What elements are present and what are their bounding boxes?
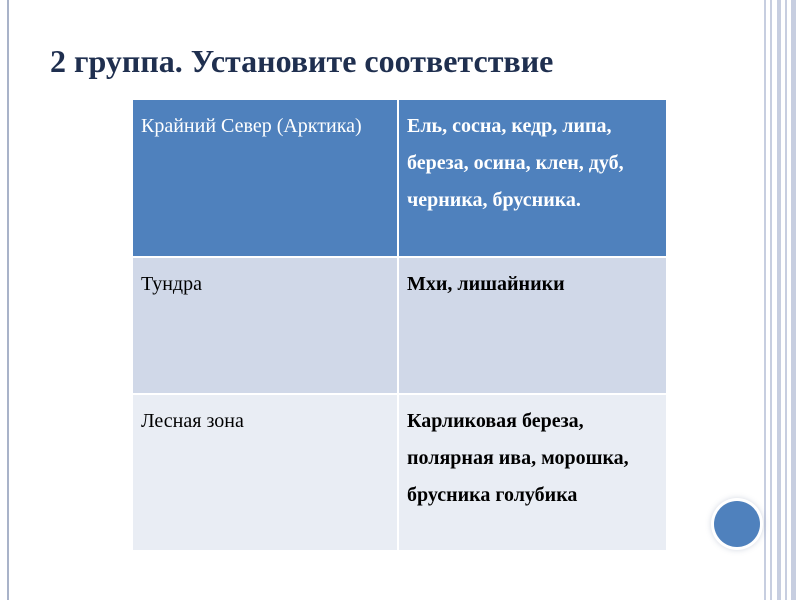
left-border-line <box>7 0 9 600</box>
table-row <box>133 257 667 394</box>
table-row <box>133 394 667 551</box>
table-cell-right: Ель, сосна, кедр, липа, береза, осина, клен, дуб, черника, брусника. <box>398 100 667 257</box>
right-decorative-stripes <box>757 0 800 600</box>
table-cell-right: Карликовая береза, полярная ива, морошка, брусника голубика <box>398 394 667 551</box>
slide-title: 2 группа. Установите соответствие <box>50 43 554 79</box>
table-cell-left: Крайний Север (Арктика) <box>133 100 398 257</box>
table-cell-left: Тундра <box>133 257 398 394</box>
table-row <box>133 100 667 257</box>
decorative-circle <box>714 501 760 547</box>
table-cell-right: Мхи, лишайники <box>398 257 667 394</box>
matching-table <box>133 100 668 552</box>
table-cell-left: Лесная зона <box>133 394 398 551</box>
